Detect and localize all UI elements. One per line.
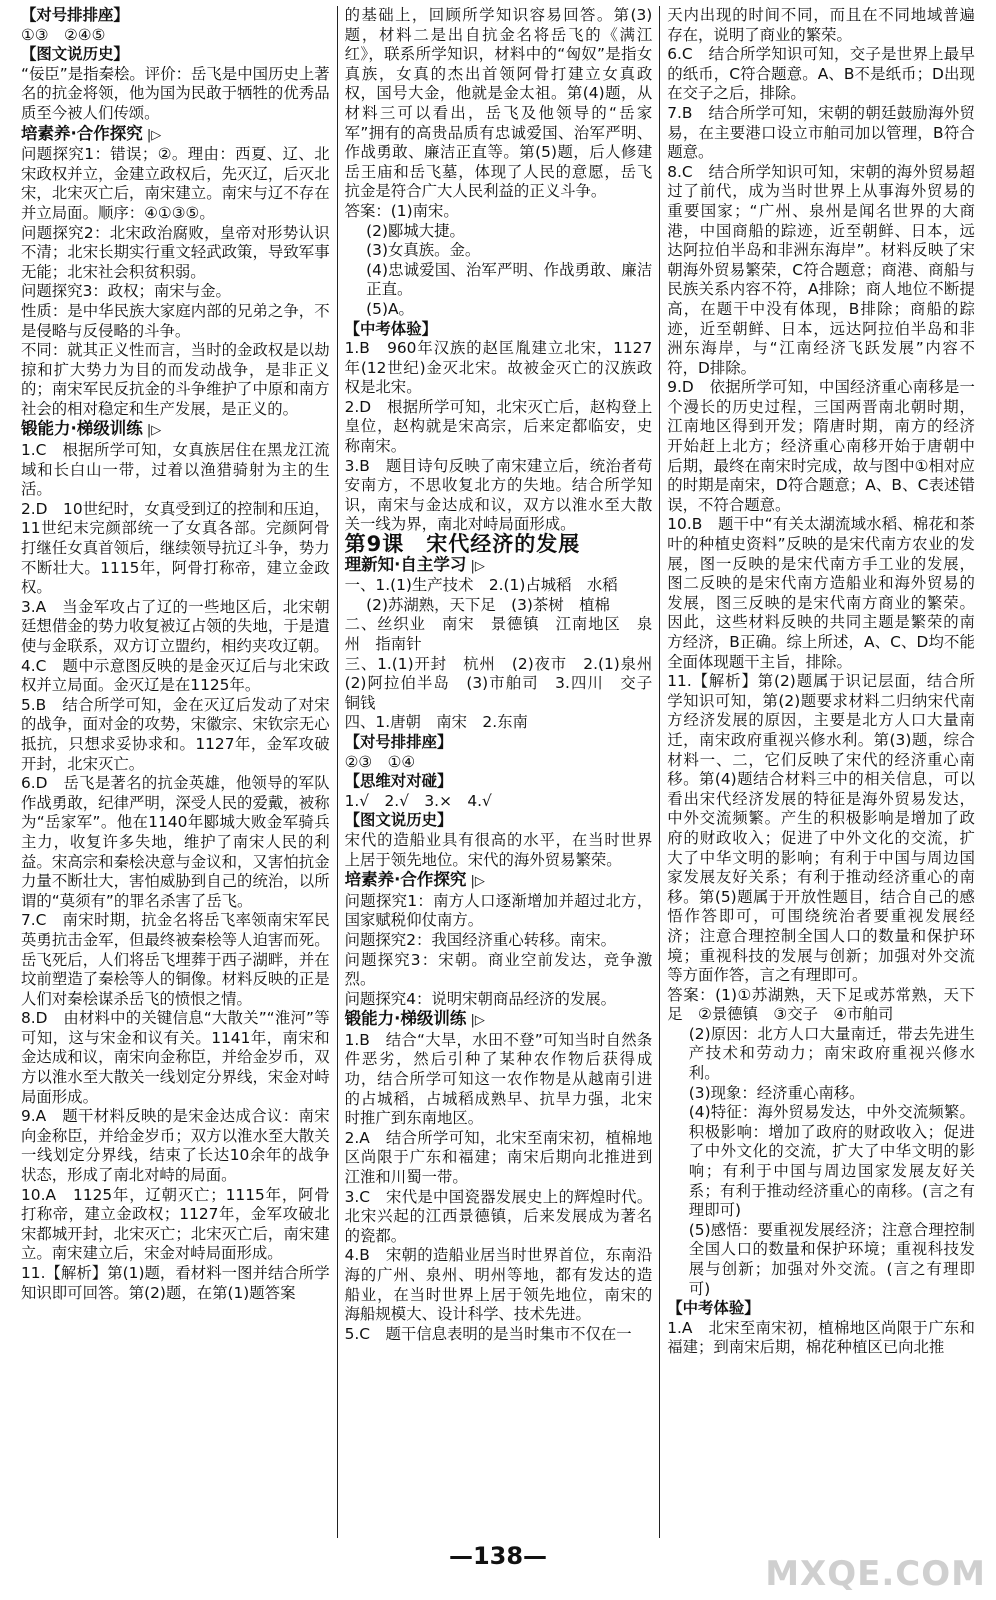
bracket-heading: 【对号排排座】 bbox=[21, 6, 129, 24]
text-block: 11.【解析】第(1)题，看材料一图并结合所学知识即可回答。第(2)题，在第(1)题答案 bbox=[21, 1264, 330, 1302]
text-block: 1.C 根据所学可知，女真族居住在黑龙江流域和长白山一带，过着以渔猎骑射为主的生活。 bbox=[21, 441, 330, 499]
text-block: 5.B 结合所学可知，金在灭辽后发动了对宋的战争，面对金的攻势，宋徽宗、宋钦宗无心抵抗，只想求妥协求和。1127年，金军攻破开封，北宋灭亡。 bbox=[21, 695, 330, 773]
text-block: 1.B 960年汉族的赵匡胤建立北宋，1127年(12世纪)金灭北宋。故被金灭亡的汉族政权是北宋。 bbox=[344, 339, 653, 397]
text-block: 10.A 1125年，辽朝灭亡；1115年，阿骨打称帝，建立金政权；1127年，金军攻破北宋都城开封，北宋灭亡；北宋灭亡后，南宋建立。南宋建立后，宋金对峙局面形成。 bbox=[21, 1185, 330, 1263]
text-block: 6.C 结合所学知识可知，交子是世界上最早的纸币，C符合题意。A、B不是纸币；D出现在交子之后，排除。 bbox=[667, 45, 975, 103]
section-heading: 锻能力·梯级训练 |▷ bbox=[344, 1009, 485, 1029]
section-heading: 培素养·合作探究 |▷ bbox=[344, 870, 485, 890]
columns-container bbox=[14, 6, 982, 1538]
text-block: ②③ ①④ bbox=[344, 752, 416, 771]
text-block: 8.D 由材料中的关键信息“大散关”“淮河”等可知，这与宋金和议有关。1141年，南宋和金达成和议，南宋向金称臣，并给金岁币，双方以淮水至大散关一线划定分界线，宋金对峙局面形成。 bbox=[21, 1009, 330, 1106]
text-block: 3.C 宋代是中国瓷器发展史上的辉煌时代。北宋兴起的江西景德镇，后来发展成为著名的瓷都。 bbox=[344, 1187, 653, 1245]
text-block: 2.D 10世纪时，女真受到辽的控制和压迫，11世纪末完颜部统一了女真各部。完颜阿骨打继任女真首领后，继续领导抗辽斗争，势力不断壮大。1115年，阿骨打称帝，建立金政权。 bbox=[21, 499, 330, 597]
column-right bbox=[659, 6, 982, 1538]
text-block: (4)忠诚爱国、治军严明、作战勇敢、廉洁正直。 bbox=[366, 260, 653, 299]
text-block: 5.C 题干信息表明的是当时集市不仅在一 bbox=[344, 1324, 632, 1343]
text-block: 三、1.(1)开封 杭州 (2)夜市 2.(1)泉州 (2)阿拉伯半岛 (3)市舶司 3.四川 交子 铜钱 bbox=[344, 654, 668, 712]
text-block: (3)现象：经济重心南移。 bbox=[688, 1083, 865, 1102]
text-block: 问题探究4：说明宋朝商品经济的发展。 bbox=[344, 989, 617, 1008]
text-block: ①③ ②④⑤ bbox=[21, 25, 106, 44]
text-block: (5)A。 bbox=[366, 299, 414, 318]
bracket-heading: 【中考体验】 bbox=[344, 319, 437, 338]
column-left bbox=[14, 6, 337, 1538]
section-heading: 理新知·自主学习 |▷ bbox=[344, 554, 485, 574]
text-block: 天内出现的时间不同，而且在不同地域普遍存在，说明了商业的繁荣。 bbox=[667, 6, 975, 44]
text-block: 2.A 结合所学可知，北宋至南宋初，植棉地区尚限于广东和福建；南宋后期向北推进到江淮和川蜀一带。 bbox=[344, 1128, 653, 1187]
text-block: 问题探究2：我国经济重心转移。南宋。 bbox=[344, 930, 617, 949]
text-block: 一、1.(1)生产技术 2.(1)占城稻 水稻 bbox=[344, 576, 618, 595]
section-heading: 培素养·合作探究 |▷ bbox=[21, 123, 162, 143]
text-block: (2)郾城大捷。 bbox=[366, 221, 465, 240]
section-arrow-icon: |▷ bbox=[142, 423, 162, 439]
text-block: (2)苏湖熟，天下足 (3)茶树 植棉 bbox=[366, 595, 610, 614]
text-block: (4)特征：海外贸易发达，中外交流频繁。积极影响：增加了政府的财政收入；促进了中外文化的交流，扩大了中华文明的影响；有利于中国与周边国家发展友好关系；有利于推动经济重心的南移。(言之有理即可) bbox=[688, 1103, 975, 1220]
text-block: 9.D 依据所学可知，中国经济重心南移是一个漫长的历史过程，三国两晋南北朝时期，江南地区得到开发；隋唐时期，南方的经济开始赶上北方；经济重心南移开始于唐朝中后期，最终在南宋时完成，故与图中①相对应的时期是南宋，D符合题意；A、B、C表述错误，不符合题意。 bbox=[667, 378, 975, 514]
bracket-heading: 【对号排排座】 bbox=[344, 732, 453, 751]
section-arrow-icon: |▷ bbox=[466, 558, 485, 574]
text-block: 7.C 南宋时期，抗金名将岳飞率领南宋军民英勇抗击金军，但最终被秦桧等人迫害而死。岳飞死后，人们将岳飞埋葬于西子湖畔，并在坟前塑造了秦桧等人的铜像。材料反映的正是人们对秦桧谋杀岳飞的愤恨之情。 bbox=[21, 911, 330, 1008]
text-block: 9.A 题干材料反映的是宋金达成合议：南宋向金称臣，并给金岁币；双方以淮水至大散关一线划定分界线，结束了长达10余年的战争状态，形成了南北对峙的局面。 bbox=[21, 1107, 330, 1185]
bracket-heading: 【中考体验】 bbox=[667, 1299, 760, 1318]
text-block: 10.B 题干中“有关太湖流域水稻、棉花和茶叶的种植史资料”反映的是宋代南方农业的发展，图一反映的是宋代南方手工业的发展，图二反映的是宋代南方造船业和海外贸易的发展，图三反映的是宋代南方商业的繁荣。因此，这些材料反映的共同主题是繁荣的南方经济，B正确。综上所述，A、C、D均不能全面体现题干主旨，排除。 bbox=[667, 515, 975, 671]
text-block: 7.B 结合所学可知，宋朝的朝廷鼓励海外贸易，在主要港口设立市舶司加以管理，B符合题意。 bbox=[667, 103, 975, 162]
text-block: 问题探究1：错误；②。理由：西夏、辽、北宋政权并立，金建立政权后，先灭辽，后灭北宋，北宋灭亡后，南宋建立。南宋与辽不存在并立局面。顺序：④①③⑤。 bbox=[21, 145, 330, 222]
text-block: (2)原因：北方人口大量南迁，带去先进生产技术和劳动力；南宋政府重视兴修水利。 bbox=[688, 1024, 975, 1083]
text-block: 1.A 北宋至南宋初，植棉地区尚限于广东和福建；到南宋后期，棉花种植区已向北推 bbox=[667, 1318, 975, 1357]
section-arrow-icon: |▷ bbox=[466, 874, 485, 890]
page-number: —138— bbox=[448, 1542, 548, 1570]
bracket-heading: 【思维对对碰】 bbox=[344, 772, 453, 791]
text-block: “佞臣”是指秦桧。评价：岳飞是中国历史上著名的抗金将领，他为国为民敢于牺牲的优秀品质至今被人们传颂。 bbox=[21, 64, 330, 122]
text-block: 宋代的造船业具有很高的水平，在当时世界上居于领先地位。宋代的海外贸易繁荣。 bbox=[344, 830, 653, 869]
text-block: 四、1.唐朝 南宋 2.东南 bbox=[344, 713, 528, 732]
text-block: 的基础上，回顾所学知识容易回答。第(3)题，材料二是出自抗金名将岳飞的《满江红》，联系所学知识，材料中的“匈奴”是指女真族，女真的杰出首领阿骨打建立女真政权，国号大金，他就是金太祖。第(4)题，从材料三可以看出，岳飞及他领导的“岳家军”拥有的高贵品质有忠诚爱国、治军严明、作战勇敢、廉洁正直等。第(5)题，后人修建岳王庙和岳飞墓，体现了人民的意愿，岳飞抗金是符合广大人民利益的正义斗争。 bbox=[344, 6, 653, 201]
text-block: 问题探究3：政权；南宋与金。 bbox=[21, 282, 231, 301]
column-middle bbox=[337, 6, 668, 1538]
text-block: 1.√ 2.√ 3.× 4.√ bbox=[344, 791, 492, 810]
text-block: 问题探究1：南方人口逐渐增加并超过北方，国家赋税仰仗南方。 bbox=[344, 891, 653, 930]
text-block: 问题探究3：宋朝。商业空前发达，竞争激烈。 bbox=[344, 950, 653, 989]
text-block: 答案：(1)①苏湖熟，天下足或苏常熟，天下足 ②景德镇 ③交子 ④市舶司 bbox=[667, 985, 975, 1024]
section-heading: 锻能力·梯级训练 |▷ bbox=[21, 419, 162, 439]
text-block: 11.【解析】第(2)题属于识记层面，结合所学知识可知，第(2)题要求材料二归纳宋代南方经济发展的原因，主要是北方人口大量南迁，南宋政府重视兴修水利。第(3)题，综合材料一、二，它们反映了宋代的经济重心南移。第(4)题结合材料三中的相关信息，可以看出宋代经济发展的特征是海外贸易发达，中外交流频繁。产生的积极影响是增加了政府的财政收入；促进了中外文化的交流，扩大了中华文明的影响；有利于中国与周边国家发展友好关系；有利于推动经济重心的南移。第(5)题属于开放性题目，结合自己的感悟作答即可，可围绕统治者要重视发展经济；注意合理控制全国人口的数量和保护环境；重视科技的发展与创新；加强对外交流等方面作答，言之有理即可。 bbox=[667, 672, 975, 985]
text-block: 3.A 当金军攻占了辽的一些地区后，北宋朝廷想借金的势力收复被辽占领的失地，于是遣使与金联系，双方订立盟约，相约夹攻辽朝。 bbox=[21, 597, 330, 655]
lesson-title: 第9课 宋代经济的发展 bbox=[344, 532, 581, 557]
text-block: 性质：是中华民族大家庭内部的兄弟之争，不是侵略与反侵略的斗争。 bbox=[21, 301, 330, 340]
text-block: 2.D 根据所学可知，北宋灭亡后，赵构登上皇位，赵构就是宋高宗，后来定都临安，史称南宋。 bbox=[344, 397, 653, 456]
section-arrow-icon: |▷ bbox=[466, 1013, 485, 1029]
watermark-logo: MXQE.COM bbox=[765, 1554, 986, 1594]
text-block: 8.C 结合所学知识可知，宋朝的海外贸易超过了前代，成为当时世界上从事海外贸易的重要国家；“广州、泉州是闻名世界的大商港，中国商船的踪迹，近至朝鲜、日本，远达阿拉伯半岛和非洲东海岸”。材料反映了宋朝海外贸易繁荣，C符合题意；商港、商船与民族关系内容不符，A排除；商人地位不断提高，在题干中没有体现，B排除；商船的踪迹，近至朝鲜、日本，远达阿拉伯半岛和非洲东海岸，与“江南经济飞跃发展”内容不符，D排除。 bbox=[667, 162, 975, 377]
text-block: 答案：(1)南宋。 bbox=[344, 201, 459, 220]
section-arrow-icon: |▷ bbox=[142, 127, 162, 143]
text-block: 不同：就其正义性而言，当时的金政权是以劫掠和扩大势力为目的而发动战争，是非正义的；南宋军民反抗金的斗争维护了中原和南方社会的相对稳定和生产发展，是正义的。 bbox=[21, 341, 330, 418]
text-block: 4.C 题中示意图反映的是金灭辽后与北宋政权并立局面。金灭辽是在1125年。 bbox=[21, 656, 330, 695]
text-block: 3.B 题目诗句反映了南宋建立后，统治者苟安南方，不思收复北方的失地。结合所学知识，南宋与金达成和议，双方以淮水至大散关一线为界，南北对峙局面形成。 bbox=[344, 456, 653, 534]
text-block: 4.B 宋朝的造船业居当时世界首位，东南沿海的广州、泉州、明州等地，都有发达的造船业，在当时世界上居于领先地位，南宋的海船规模大、设计科学、技术先进。 bbox=[344, 1246, 653, 1324]
text-block: (5)感悟：要重视发展经济；注意合理控制全国人口的数量和保护环境；重视科技发展与创新；加强对外交流。(言之有理即可) bbox=[688, 1220, 975, 1298]
text-block: 问题探究2：北宋政治腐败，皇帝对形势认识不清；北宋长期实行重文轻武政策，导致军事无能；北宋社会积贫积弱。 bbox=[21, 223, 330, 281]
text-block: 1.B 结合“大旱，水田不登”可知当时自然条件恶劣，然后引种了某种农作物后获得成功，结合所学可知这一农作物是从越南引进的占城稻，占城稻成熟早、抗旱力强，北宋时推广到东南地区。 bbox=[344, 1030, 653, 1128]
text-block: (3)女真族。金。 bbox=[366, 241, 481, 260]
bracket-heading: 【图文说历史】 bbox=[344, 811, 453, 830]
text-block: 二、丝织业 南宋 景德镇 江南地区 泉州 指南针 bbox=[344, 615, 653, 653]
bracket-heading: 【图文说历史】 bbox=[21, 45, 129, 64]
text-block: 6.D 岳飞是著名的抗金英雄，他领导的军队作战勇敢，纪律严明，深受人民的爱戴，被称为“岳家军”。他在1140年郾城大败金军骑兵主力，收复许多失地，维护了南宋人民的利益。宋高宗和秦桧决意与金议和，又害怕抗金力量不断壮大，害怕威胁到自己的统治，以所谓的“莫须有”的罪名杀害了岳飞。 bbox=[21, 774, 330, 910]
